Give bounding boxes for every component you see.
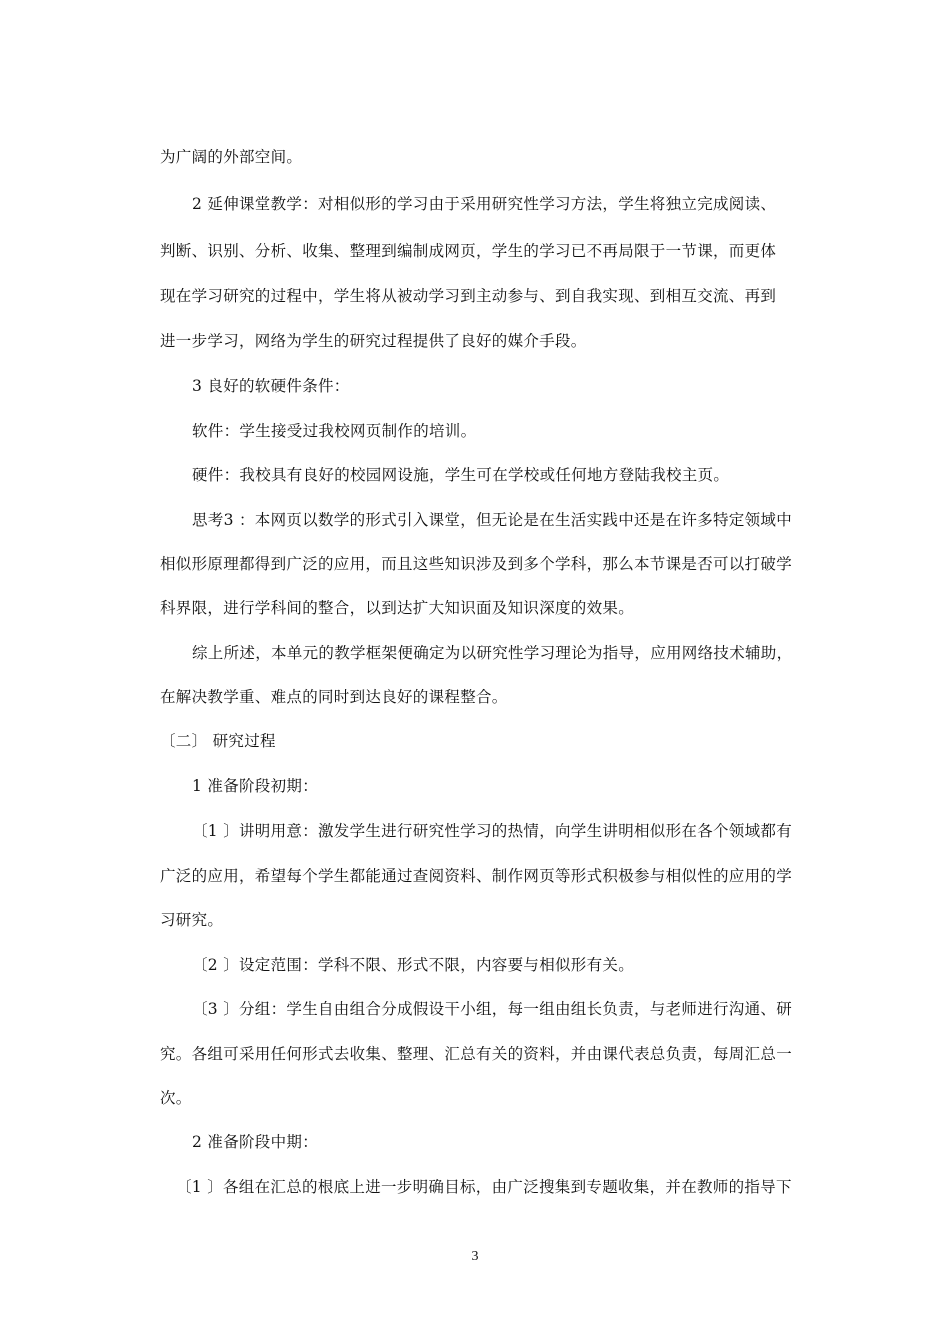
- subsection-heading: 2 准备阶段中期：: [192, 1133, 318, 1151]
- text-line: 〔2 〕设定范围：学科不限、形式不限，内容要与相似形有关。: [192, 956, 634, 974]
- text-line: 广泛的应用，希望每个学生都能通过查阅资料、制作网页等形式积极参与相似性的应用的学: [160, 867, 793, 885]
- page-number: 3: [471, 1249, 479, 1264]
- text-line: 相似形原理都得到广泛的应用，而且这些知识涉及到多个学科，那么本节课是否可以打破学: [160, 555, 793, 573]
- text-line: 思考3 ：本网页以数学的形式引入课堂，但无论是在生活实践中还是在许多特定领域中: [192, 511, 792, 529]
- text-line: 〔3 〕分组：学生自由组合分成假设干小组，每一组由组长负责，与老师进行沟通、研: [192, 1000, 792, 1018]
- text-line: 3 良好的软硬件条件：: [192, 377, 350, 395]
- text-line: 科界限，进行学科间的整合，以到达扩大知识面及知识深度的效果。: [160, 599, 635, 617]
- text-line: 为广阔的外部空间。: [160, 148, 303, 166]
- text-line: 究。各组可采用任何形式去收集、整理、汇总有关的资料，并由课代表总负责，每周汇总一: [160, 1045, 793, 1063]
- text-line: 2 延伸课堂教学：对相似形的学习由于采用研究性学习方法，学生将独立完成阅读、: [192, 195, 777, 213]
- subsection-heading: 1 准备阶段初期：: [192, 777, 318, 795]
- text-line: 〔1 〕讲明用意：激发学生进行研究性学习的热情，向学生讲明相似形在各个领域都有: [192, 822, 792, 840]
- text-line: 〔1 〕各组在汇总的根底上进一步明确目标，由广泛搜集到专题收集，并在教师的指导下: [176, 1178, 792, 1196]
- text-line: 在解决教学重、难点的同时到达良好的课程整合。: [160, 688, 508, 706]
- text-line: 现在学习研究的过程中，学生将从被动学习到主动参与、到自我实现、到相互交流、再到: [160, 287, 777, 305]
- text-line: 综上所述，本单元的教学框架便确定为以研究性学习理论为指导，应用网络技术辅助，: [192, 644, 793, 662]
- text-line: 习研究。: [160, 911, 224, 929]
- section-heading: 〔二〕 研究过程: [160, 732, 276, 750]
- text-line: 进一步学习，网络为学生的研究过程提供了良好的媒介手段。: [160, 332, 587, 350]
- text-line: 硬件：我校具有良好的校园网设施，学生可在学校或任何地方登陆我校主页。: [192, 466, 730, 484]
- text-line: 判断、识别、分析、收集、整理到编制成网页，学生的学习已不再局限于一节课，而更体: [160, 242, 777, 260]
- text-line: 次。: [160, 1089, 192, 1107]
- text-line: 软件：学生接受过我校网页制作的培训。: [192, 422, 477, 440]
